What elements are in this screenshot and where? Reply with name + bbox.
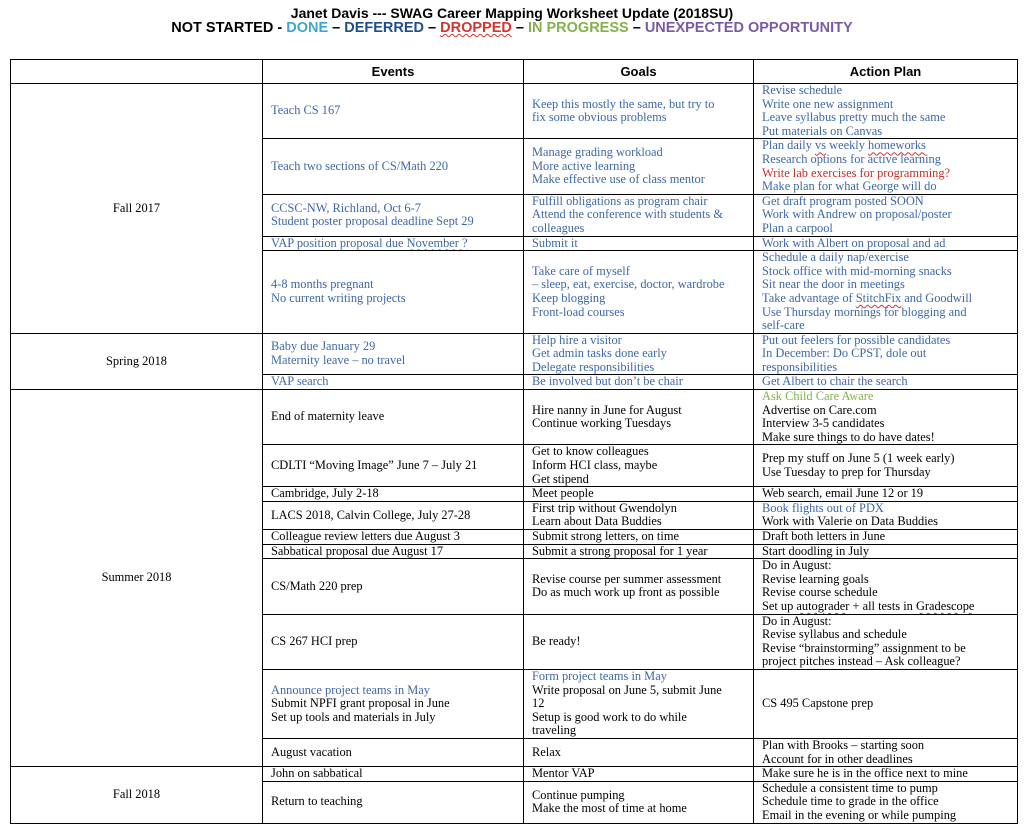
action-plan-cell: [754, 194, 1018, 236]
table-row: [11, 767, 1018, 782]
cell-line: Write one new assignment: [762, 96, 894, 111]
legend-separator: –: [328, 20, 345, 36]
cell-line: Keep this mostly the same, but try to: [532, 96, 715, 111]
cell-line: Make effective use of class mentor: [532, 172, 705, 187]
term-cell: Fall 2017: [11, 84, 263, 334]
cell-line: Prep my stuff on June 5 (1 week early): [762, 451, 955, 466]
events-cell: [263, 738, 524, 766]
events-cell: [263, 544, 524, 559]
cell-line: Plan daily vs weekly homeworks: [762, 138, 926, 153]
events-cell: [263, 194, 524, 236]
goals-cell: [524, 738, 754, 766]
goals-cell: [524, 236, 754, 251]
cell-line: Revise course per summer assessment: [532, 571, 722, 586]
cell-line: Book flights out of PDX: [762, 501, 884, 515]
goals-cell: [524, 445, 754, 487]
cell-line: Get to know colleagues: [532, 444, 649, 459]
cell-line: Form project teams in May: [532, 669, 667, 683]
cell-line: Make plan for what George will do: [762, 179, 937, 194]
action-plan-cell: [754, 375, 1018, 390]
cell-line: Mentor VAP: [532, 766, 595, 781]
cell-line: Inform HCI class, maybe: [532, 458, 658, 473]
cell-line: Make sure he is in the office next to mine: [762, 766, 968, 781]
cell-line: Teach CS 167: [271, 103, 341, 118]
events-cell: [263, 614, 524, 669]
table-body: [11, 84, 1018, 824]
cell-line: Continue pumping: [532, 787, 625, 802]
cell-line: Submit a strong proposal for 1 year: [532, 544, 708, 558]
cell-line: End of maternity leave: [271, 409, 385, 424]
goals-cell: [524, 194, 754, 236]
table-row: [11, 333, 1018, 375]
cell-line: Maternity leave – no travel: [271, 353, 406, 368]
cell-line: Work with Valerie on Data Buddies: [762, 514, 938, 529]
cell-line: Setup is good work to do while: [532, 709, 687, 724]
action-plan-cell: [754, 781, 1018, 823]
term-column-header: [11, 60, 263, 84]
cell-line: Be ready!: [532, 633, 581, 648]
cell-line: Make sure things to do have dates!: [762, 429, 935, 444]
term-cell: Fall 2018: [11, 767, 263, 823]
cell-line: Work with Andrew on proposal/poster: [762, 207, 952, 222]
action-plan-cell: [754, 333, 1018, 375]
action-plan-cell: [754, 614, 1018, 669]
cell-line: colleagues: [532, 220, 585, 235]
cell-line: August vacation: [271, 744, 352, 759]
cell-line: CS 495 Capstone prep: [762, 696, 874, 711]
cell-line: traveling: [532, 723, 577, 738]
action-plan-cell: [754, 236, 1018, 251]
events-cell: [263, 375, 524, 390]
cell-line: Ask Child Care Aware: [762, 389, 874, 404]
cell-line: Put out feelers for possible candidates: [762, 333, 951, 347]
cell-line: Schedule a daily nap/exercise: [762, 250, 909, 265]
status-legend: [0, 20, 1024, 36]
cell-line: Draft both letters in June: [762, 529, 886, 543]
events-cell: [263, 84, 524, 139]
action-plan-cell: [754, 738, 1018, 766]
legend-dropped: DROPPED: [440, 20, 512, 36]
legend-not-started: NOT STARTED: [171, 20, 274, 36]
action-plan-cell: [754, 544, 1018, 559]
events-cell: [263, 530, 524, 545]
events-cell: [263, 781, 524, 823]
cell-line: Do as much work up front as possible: [532, 585, 720, 600]
cell-line: Use Thursday mornings for blogging and: [762, 304, 967, 319]
legend-done: DONE: [286, 20, 329, 36]
cell-line: Get Albert to chair the search: [762, 374, 908, 389]
cell-line: Learn about Data Buddies: [532, 514, 662, 529]
action-plan-column-header: Action Plan: [754, 60, 1018, 84]
cell-line: No current writing projects: [271, 290, 406, 305]
cell-line: Cambridge, July 2-18: [271, 486, 379, 501]
worksheet-title: Janet Davis --- SWAG Career Mapping Worksheet Update (2018SU): [290, 5, 734, 21]
cell-line: Meet people: [532, 486, 594, 501]
action-plan-cell: [754, 487, 1018, 502]
legend-separator: –: [424, 20, 441, 36]
cell-line: – sleep, eat, exercise, doctor, wardrobe: [532, 277, 725, 292]
cell-line: Baby due January 29: [271, 339, 376, 354]
cell-line: Get admin tasks done early: [532, 346, 667, 361]
action-plan-cell: [754, 84, 1018, 139]
cell-line: Research options for active learning: [762, 151, 941, 166]
cell-line: Help hire a visitor: [532, 333, 622, 347]
cell-line: Use Tuesday to prep for Thursday: [762, 464, 931, 479]
cell-line: responsibilities: [762, 359, 838, 374]
goals-cell: [524, 501, 754, 529]
cell-line: Return to teaching: [271, 794, 363, 809]
cell-line: CCSC-NW, Richland, Oct 6-7: [271, 200, 421, 215]
cell-line: 12: [532, 696, 545, 711]
legend-separator: -: [273, 20, 287, 36]
cell-line: Revise course schedule: [762, 585, 878, 600]
legend-in-progress: IN PROGRESS: [527, 20, 629, 36]
goals-cell: [524, 781, 754, 823]
events-cell: [263, 139, 524, 194]
action-plan-cell: [754, 251, 1018, 334]
legend-separator: –: [628, 20, 645, 36]
events-cell: [263, 669, 524, 738]
cell-line: Fulfill obligations as program chair: [532, 194, 708, 208]
cell-line: Relax: [532, 744, 561, 759]
cell-line: Revise learning goals: [762, 571, 869, 586]
cell-line: Interview 3-5 candidates: [762, 416, 885, 431]
action-plan-cell: [754, 390, 1018, 445]
legend-unexpected-opportunity: UNEXPECTED OPPORTUNITY: [644, 20, 853, 36]
legend-separator: –: [511, 20, 528, 36]
goals-column-header: Goals: [524, 60, 754, 84]
cell-line: project pitches instead – Ask colleague?: [762, 654, 961, 669]
cell-line: VAP search: [271, 374, 329, 389]
goals-cell: [524, 251, 754, 334]
events-cell: [263, 445, 524, 487]
events-cell: [263, 236, 524, 251]
events-cell: [263, 333, 524, 375]
table-row: [11, 84, 1018, 139]
cell-line: Work with Albert on proposal and ad: [762, 236, 946, 250]
goals-cell: [524, 669, 754, 738]
cell-line: Take advantage of StitchFix and Goodwill: [762, 290, 973, 305]
table-row: [11, 390, 1018, 445]
cell-line: Do in August:: [762, 614, 832, 628]
cell-line: Set up tools and materials in July: [271, 709, 436, 724]
cell-line: VAP position proposal due November ?: [271, 236, 468, 250]
cell-line: Submit NPFI grant proposal in June: [271, 696, 450, 711]
cell-line: Submit it: [532, 236, 578, 250]
goals-cell: [524, 333, 754, 375]
events-column-header: Events: [263, 60, 524, 84]
header-row: [11, 60, 1018, 84]
cell-line: fix some obvious problems: [532, 110, 667, 125]
action-plan-cell: [754, 559, 1018, 614]
cell-line: Manage grading workload: [532, 145, 663, 160]
action-plan-cell: [754, 445, 1018, 487]
cell-line: Advertise on Care.com: [762, 402, 877, 417]
goals-cell: [524, 487, 754, 502]
cell-line: Take care of myself: [532, 263, 630, 278]
cell-line: Announce project teams in May: [271, 682, 430, 697]
cell-line: First trip without Gwendolyn: [532, 501, 677, 515]
cell-line: CS/Math 220 prep: [271, 578, 363, 593]
cell-line: Get stipend: [532, 471, 589, 486]
career-mapping-table: [10, 59, 1018, 824]
cell-line: Stock office with mid-morning snacks: [762, 263, 952, 278]
term-cell: Spring 2018: [11, 333, 263, 389]
action-plan-cell: [754, 669, 1018, 738]
cell-line: Continue working Tuesdays: [532, 416, 672, 431]
cell-line: CDLTI “Moving Image” June 7 – July 21: [271, 458, 478, 473]
goals-cell: [524, 139, 754, 194]
goals-cell: [524, 767, 754, 782]
term-cell: Summer 2018: [11, 390, 263, 767]
cell-line: Revise syllabus and schedule: [762, 627, 907, 642]
goals-cell: [524, 84, 754, 139]
cell-line: Write proposal on June 5, submit June: [532, 682, 722, 697]
cell-line: Revise “brainstorming” assignment to be: [762, 640, 966, 655]
cell-line: More active learning: [532, 158, 636, 173]
cell-line: Leave syllabus pretty much the same: [762, 110, 946, 125]
action-plan-cell: [754, 767, 1018, 782]
cell-line: Account for in other deadlines: [762, 751, 913, 766]
cell-line: Student poster proposal deadline Sept 29: [271, 214, 474, 229]
action-plan-cell: [754, 501, 1018, 529]
events-cell: [263, 559, 524, 614]
cell-line: Delegate responsibilities: [532, 359, 655, 374]
cell-line: Hire nanny in June for August: [532, 402, 682, 417]
cell-line: Web search, email June 12 or 19: [762, 486, 924, 501]
cell-line: Plan a carpool: [762, 220, 833, 235]
goals-cell: [524, 544, 754, 559]
cell-line: self-care: [762, 318, 805, 333]
cell-line: Plan with Brooks – starting soon: [762, 738, 925, 752]
cell-line: Sit near the door in meetings: [762, 277, 905, 292]
cell-line: Get draft program posted SOON: [762, 194, 924, 208]
cell-line: Teach two sections of CS/Math 220: [271, 158, 449, 173]
goals-cell: [524, 614, 754, 669]
cell-line: Attend the conference with students &: [532, 207, 723, 222]
cell-line: Schedule time to grade in the office: [762, 794, 939, 809]
goals-cell: [524, 390, 754, 445]
events-cell: [263, 390, 524, 445]
cell-line: Keep blogging: [532, 290, 606, 305]
events-cell: [263, 767, 524, 782]
cell-line: Write lab exercises for programming?: [762, 165, 951, 180]
cell-line: John on sabbatical: [271, 766, 363, 781]
cell-line: Front-load courses: [532, 304, 625, 319]
cell-line: Start doodling in July: [762, 544, 870, 558]
cell-line: 4-8 months pregnant: [271, 277, 374, 292]
cell-line: Submit strong letters, on time: [532, 529, 679, 543]
cell-line: Revise schedule: [762, 83, 843, 97]
cell-line: Do in August:: [762, 558, 832, 573]
cell-line: CS 267 HCI prep: [271, 633, 358, 648]
events-cell: [263, 501, 524, 529]
cell-line: Put materials on Canvas: [762, 123, 883, 138]
cell-line: Set up autograder + all tests in Gradescope: [762, 598, 975, 613]
goals-cell: [524, 559, 754, 614]
cell-line: In December: Do CPST, dole out: [762, 346, 927, 361]
cell-line: Colleague review letters due August 3: [271, 529, 460, 543]
action-plan-cell: [754, 139, 1018, 194]
goals-cell: [524, 530, 754, 545]
goals-cell: [524, 375, 754, 390]
cell-line: Sabbatical proposal due August 17: [271, 544, 444, 558]
events-cell: [263, 487, 524, 502]
cell-line: Be involved but don’t be chair: [532, 374, 683, 389]
cell-line: Schedule a consistent time to pump: [762, 781, 938, 795]
events-cell: [263, 251, 524, 334]
action-plan-cell: [754, 530, 1018, 545]
cell-line: Make the most of time at home: [532, 801, 687, 816]
cell-line: LACS 2018, Calvin College, July 27-28: [271, 507, 471, 522]
legend-deferred: DEFERRED: [344, 20, 425, 36]
cell-line: Email in the evening or while pumping: [762, 807, 957, 822]
